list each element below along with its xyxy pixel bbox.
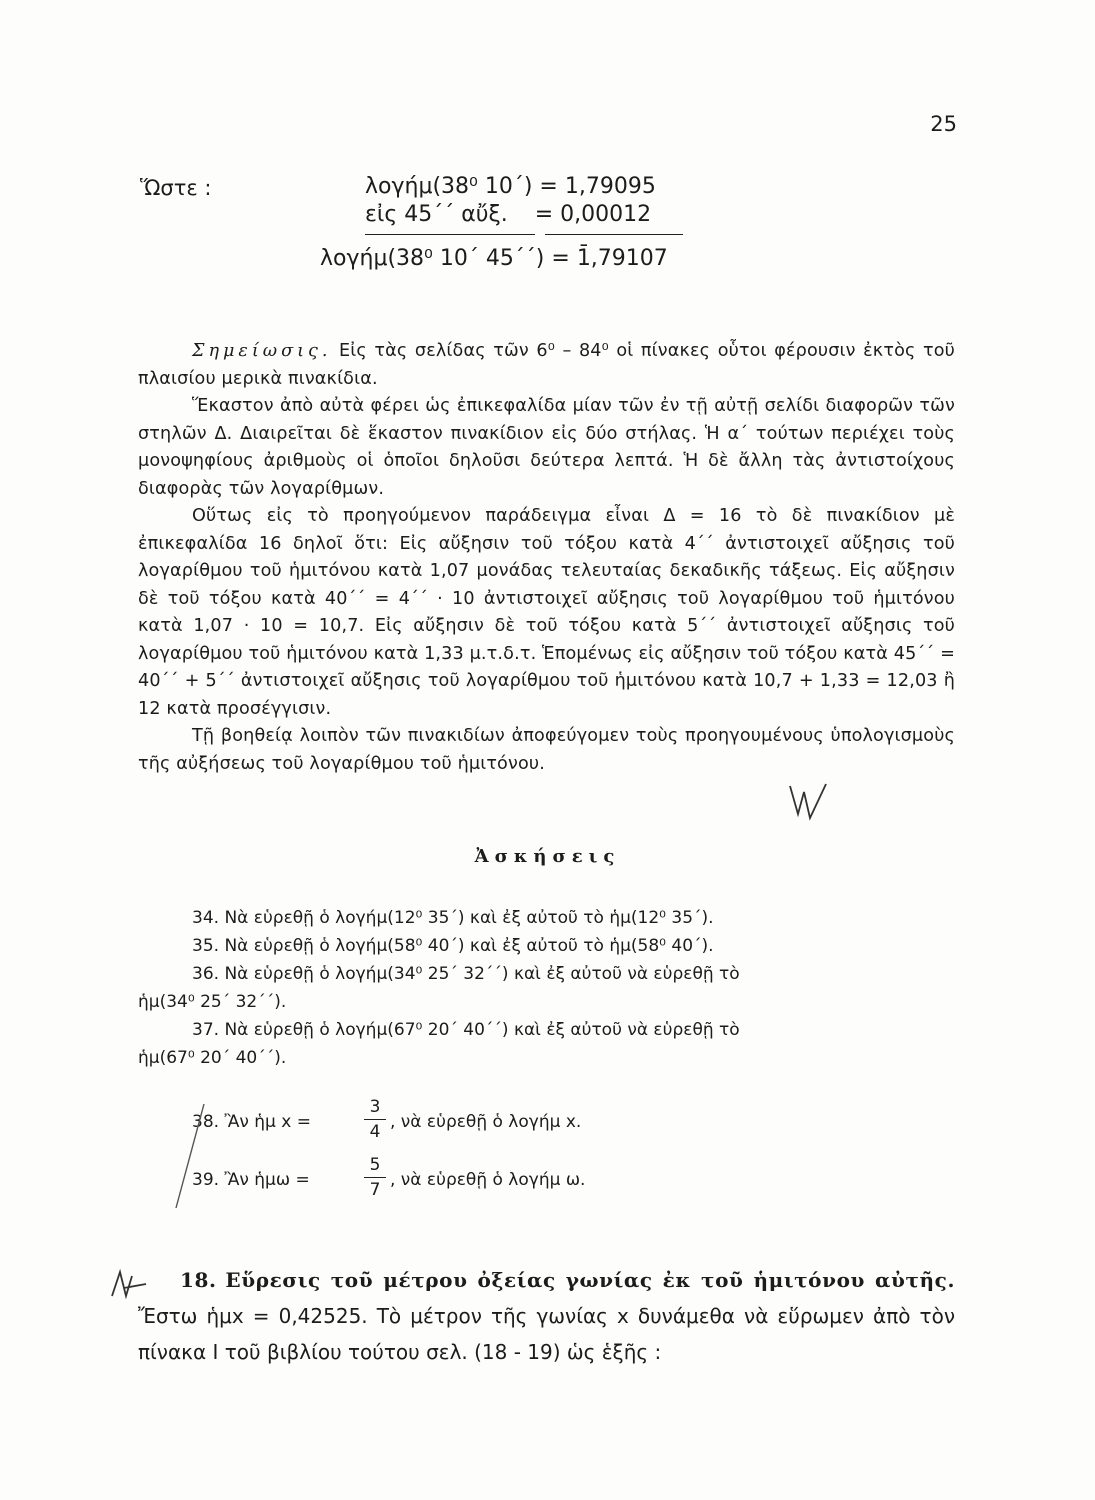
exercise-37-line-1: 37. Νὰ εὑρεθῇ ὁ λογήμ(67⁰ 20΄ 40΄΄) καὶ ἐξ αὐτοῦ νὰ εὑρεθῇ τὸ [192,1020,740,1040]
handwritten-check-mark [782,778,832,828]
calc-line-2-left: εἰς 45΄΄ αὔξ. [365,202,508,227]
exercise-39-numerator: 5 [369,1155,381,1175]
exercise-34: 34. Νὰ εὑρεθῇ ὁ λογήμ(12⁰ 35΄) καὶ ἐξ αὐτοῦ τὸ ἡμ(12⁰ 35΄). [192,908,714,928]
note-block [138,338,955,778]
calc-result: λογήμ(38⁰ 10΄ 45΄΄) = 1̄,79107 [320,246,668,271]
exercise-38-numerator: 3 [369,1097,381,1117]
calc-line-1-left: λογήμ(38⁰ 10΄) = [365,174,558,199]
exercise-39-fraction [364,1154,386,1201]
exercise-list [138,904,955,1072]
calc-line-2-value: = 0,00012 [534,202,652,227]
section-title: Εὕρεσις τοῦ μέτρου ὀξείας γωνίας ἐκ τοῦ ἡμιτόνου αὐτῆς. [225,1268,956,1292]
calc-underline-left [365,234,535,235]
exercise-38 [192,1096,712,1152]
exercises-heading: Ἀσκήσεις [474,846,621,867]
note-paragraph-1: Εἰς τὰς σελίδας τῶν 6⁰ – 84⁰ οἱ πίνακες οὗτοι φέρουσιν ἐκτὸς τοῦ πλαισίου μερικὰ πινακίδια. [138,341,955,389]
section-text: Ἔστω ἡμx = 0,42525. Τὸ μέτρον τῆς γωνίας x δυνάμεθα νὰ εὕρωμεν ἀπὸ τὸν πίνακα I τοῦ βιβλίου τούτου σελ. (18 - 19) ὡς ἑξῆς : [138,1304,955,1364]
exercise-36-line-2: ἡμ(34⁰ 25΄ 32΄΄). [138,992,287,1012]
exercise-35: 35. Νὰ εὑρεθῇ ὁ λογήμ(58⁰ 40΄) καὶ ἐξ αὐτοῦ τὸ ἡμ(58⁰ 40΄). [192,936,714,956]
exercise-38-left: 38. Ἂν ἡμ x = [192,1112,311,1132]
exercise-39 [192,1154,712,1210]
note-paragraph-2: Ἕκαστον ἀπὸ αὐτὰ φέρει ὡς ἐπικεφαλίδα μίαν τῶν ἐν τῇ αὐτῇ σελίδι διαφορῶν τῶν στηλῶν Δ. Διαιρεῖται δὲ ἕκαστον πινακίδιον εἰς δύο στήλας. Ἡ α΄ τούτων περιέχει τοὺς μονοψηφίους ἀριθμοὺς οἱ ὁποῖοι δηλοῦσι δεύτερα λεπτά. Ἡ δὲ ἄλλη τὰς ἀντιστοίχους διαφορὰς τῶν λογαρίθμων. [138,396,955,499]
note-label: Σημείωσις. [192,341,332,361]
log-calculation [140,170,700,290]
calc-lead: Ὥστε : [140,176,212,200]
page-number: 25 [930,112,957,136]
calc-line-1 [365,174,656,199]
note-paragraph-4: Τῇ βοηθείᾳ λοιπὸν τῶν πινακιδίων ἀποφεύγομεν τοὺς προηγουμένους ὑπολογισμοὺς τῆς αὐξήσεως τοῦ λογαρίθμου τοῦ ἡμιτόνου. [138,726,955,774]
exercise-38-right: , νὰ εὑρεθῇ ὁ λογήμ x. [390,1112,582,1132]
exercise-39-left: 39. Ἂν ἡμω = [192,1170,310,1190]
calc-underline-right [545,234,683,235]
section-18 [138,1262,955,1370]
exercise-36-line-1: 36. Νὰ εὑρεθῇ ὁ λογήμ(34⁰ 25΄ 32΄΄) καὶ ἐξ αὐτοῦ νὰ εὑρεθῇ τὸ [192,964,740,984]
note-paragraph-3: Οὕτως εἰς τὸ προηγούμενον παράδειγμα εἶναι Δ = 16 τὸ δὲ πινακίδιον μὲ ἐπικεφαλίδα 16 δηλοῖ ὅτι: Εἰς αὔξησιν τοῦ τόξου κατὰ 4΄΄ ἀντιστοιχεῖ αὔξησις τοῦ λογαρίθμου τοῦ ἡμιτόνου κατὰ 1,07 μονάδας τελευταίας δεκαδικῆς τάξεως. Εἰς αὔξησιν δὲ τοῦ τόξου κατὰ 40΄΄ = 4΄΄ · 10 ἀντιστοιχεῖ αὔξησις τοῦ λογαρίθμου τοῦ ἡμιτόνου κατὰ 1,07 · 10 = 10,7. Εἰς αὔξησιν δὲ τοῦ τόξου κατὰ 5΄΄ ἀντιστοιχεῖ αὔξησις τοῦ λογαρίθμου τοῦ ἡμιτόνου κατὰ 1,33 μ.τ.δ.τ. Ἑπομένως εἰς αὔξησιν τοῦ τόξου κατὰ 45΄΄ = 40΄΄ + 5΄΄ ἀντιστοιχεῖ αὔξησις τοῦ λογαρίθμου τοῦ ἡμιτόνου κατὰ 10,7 + 1,33 = 12,03 ἢ 12 κατὰ προσέγγισιν. [138,506,955,719]
exercise-39-right: , νὰ εὑρεθῇ ὁ λογήμ ω. [390,1170,586,1190]
calc-line-2 [365,202,651,227]
handwritten-strike-mark [170,1096,210,1216]
exercise-39-denominator: 7 [369,1180,381,1200]
exercise-38-fraction [364,1096,386,1143]
section-number: 18. [180,1268,217,1292]
calc-line-1-value: 1,79095 [564,174,656,199]
exercise-38-denominator: 4 [369,1122,381,1142]
exercise-37-line-2: ἡμ(67⁰ 20΄ 40΄΄). [138,1048,287,1068]
